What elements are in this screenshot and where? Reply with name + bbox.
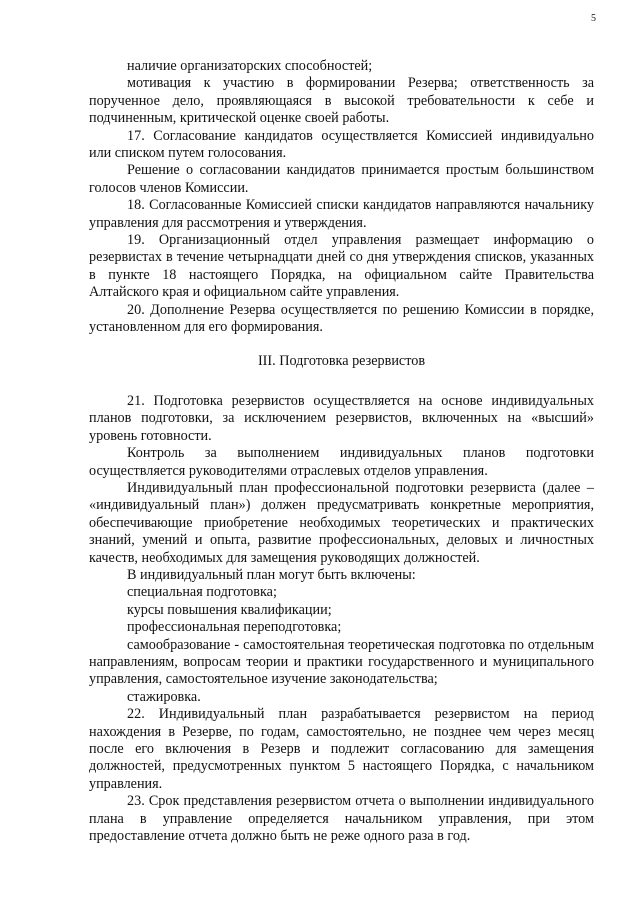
paragraph-decision-majority: Решение о согласовании кандидатов принимается простым большинством голосов членов Комиссии. xyxy=(89,162,594,196)
paragraph-item-19: 19. Организационный отдел управления размещает информацию о резервистах в течение четырнадцати дней со дня утверждения списков, указанных в пункте 18 настоящего Порядка, на официальном сайте Правительства Алтайского края и официальном сайте управления. xyxy=(89,232,594,301)
paragraph-item-20: 20. Дополнение Резерва осуществляется по решению Комиссии в порядке, установленном для его формирования. xyxy=(89,301,594,336)
section-heading: III. Подготовка резервистов xyxy=(257,352,426,369)
paragraph-control: Контроль за выполнением индивидуальных планов подготовки осуществляется руководителями отраслевых отделов управления. xyxy=(89,445,594,479)
paragraph-motivation: мотивация к участию в формировании Резерва; ответственность за порученное дело, проявляющаяся в высокой требовательности к себе и подчиненным, критической оценке своей работы. xyxy=(89,75,594,127)
paragraph-plan-may-include: В индивидуальный план могут быть включены: xyxy=(127,566,416,583)
list-item-qualification-courses: курсы повышения квалификации; xyxy=(127,601,332,618)
paragraph-item-23: 23. Срок представления резервистом отчета о выполнении индивидуального плана в управление определяется начальником управления, при этом предоставление отчета должно быть не реже одного раза в год. xyxy=(89,793,594,845)
page-number: 5 xyxy=(591,13,596,24)
paragraph-item-17: 17. Согласование кандидатов осуществляется Комиссией индивидуально или списком путем голосования. xyxy=(89,127,594,162)
list-item-special-training: специальная подготовка; xyxy=(127,584,277,601)
paragraph-org-skills: наличие организаторских способностей; xyxy=(127,58,373,74)
list-item-retraining: профессиональная переподготовка; xyxy=(127,619,342,636)
list-item-internship: стажировка. xyxy=(127,688,201,705)
paragraph-individual-plan: Индивидуальный план профессиональной подготовки резервиста (далее – «индивидуальный план») должен предусматривать конкретные мероприятия, обеспечивающие приобретение необходимых теоретических и практических знаний, умений и опыта, развитие профессиональных, деловых и личностных качеств, необходимых для замещения руководящих должностей. xyxy=(89,479,594,566)
paragraph-item-18: 18. Согласованные Комиссией списки кандидатов направляются начальнику управления для рассмотрения и утверждения. xyxy=(89,197,594,231)
paragraph-item-22: 22. Индивидуальный план разрабатывается резервистом на период нахождения в Резерве, по годам, самостоятельно, не позднее чем через месяц после его включения в Резерв и подлежит согласованию для замещения должностей, предусмотренных пунктом 5 настоящего Порядка, с начальником управления. xyxy=(89,706,594,792)
list-item-self-education: самообразование - самостоятельная теоретическая подготовка по отдельным направлениям, вопросам теории и практики государственного и муниципального управления, самостоятельное изучение законодательства; xyxy=(89,636,594,688)
paragraph-item-21: 21. Подготовка резервистов осуществляется на основе индивидуальных планов подготовки, за исключением резервистов, включенных на «высший» уровень готовности. xyxy=(89,392,594,444)
document-body xyxy=(89,58,594,845)
